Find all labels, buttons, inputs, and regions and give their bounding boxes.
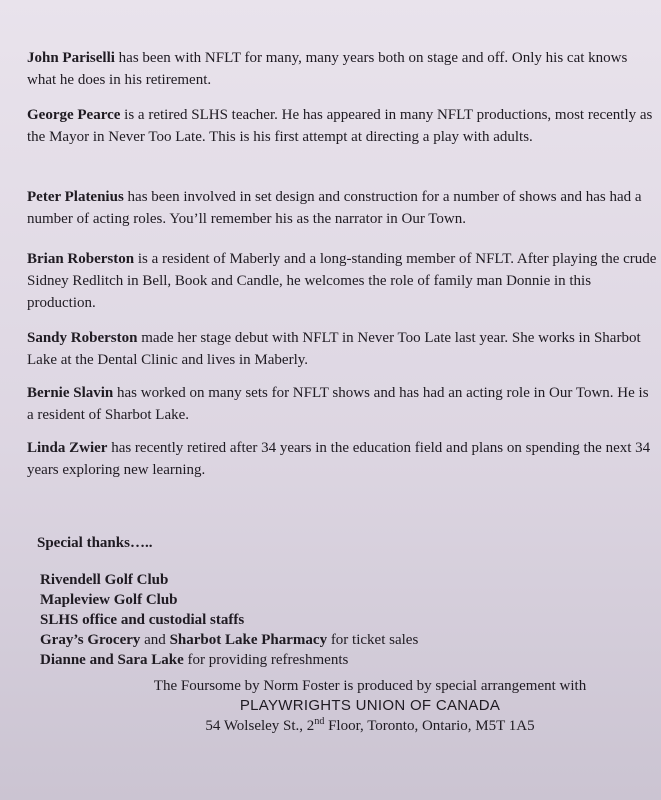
- bio-brian-roberston: [27, 248, 657, 314]
- bio-text: has worked on many sets for NFLT shows and has had an acting role in Our Town. He is a resident of Sharbot Lake.: [27, 385, 649, 423]
- bio-john-pariselli: [27, 47, 657, 91]
- special-thanks-heading: Special thanks…..: [37, 535, 153, 551]
- bio-peter-platenius: [27, 186, 657, 230]
- footer-line-1: The Foursome by Norm Foster is produced by special arrangement with: [153, 678, 587, 694]
- thanks-item: [40, 590, 640, 610]
- bio-text: has been with NFLT for many, many years both on stage and off. Only his cat knows what he does in his retirement.: [27, 50, 628, 88]
- thanks-item-connector: and: [140, 632, 170, 648]
- bio-text: has been involved in set design and construction for a number of shows and has had a number of acting roles. You’ll remember his as the narrator in Our Town.: [27, 189, 642, 227]
- thanks-item-note: for ticket sales: [327, 632, 419, 648]
- thanks-item-name: SLHS office and custodial staffs: [40, 612, 245, 628]
- bio-name: George Pearce: [27, 107, 121, 123]
- footer-address-sup: nd: [314, 716, 325, 727]
- thanks-item: [40, 570, 640, 590]
- footer-line-2: PLAYWRIGHTS UNION OF CANADA: [239, 697, 501, 714]
- thanks-item-name: Rivendell Golf Club: [40, 572, 169, 588]
- thanks-item: [40, 630, 640, 650]
- bio-text: is a resident of Maberly and a long-standing member of NFLT. After playing the crude Sidney Redlitch in Bell, Book and Candle, he welcomes the role of family man Donnie in this production.: [27, 251, 657, 311]
- bio-text: made her stage debut with NFLT in Never Too Late last year. She works in Sharbot Lake at the Dental Clinic and lives in Maberly.: [27, 330, 641, 368]
- bio-name: Sandy Roberston: [27, 330, 138, 346]
- bio-text: has recently retired after 34 years in the education field and plans on spending the next 34 years exploring new learning.: [27, 440, 651, 478]
- thanks-item-note: for providing refreshments: [183, 652, 349, 668]
- bio-sandy-roberston: [27, 327, 657, 371]
- footer-address-part: Floor, Toronto, Ontario, M5T 1A5: [324, 718, 535, 734]
- thanks-item-name: Dianne and Sara Lake: [40, 652, 184, 668]
- bio-name: Bernie Slavin: [27, 385, 114, 401]
- bio-name: Peter Platenius: [27, 189, 124, 205]
- bio-name: John Pariselli: [27, 50, 115, 66]
- rights-footer: [90, 676, 650, 736]
- thanks-item: [40, 610, 640, 630]
- thanks-item-name: Mapleview Golf Club: [40, 592, 178, 608]
- bio-bernie-slavin: [27, 382, 657, 426]
- footer-line-3: [90, 716, 650, 736]
- bio-text: is a retired SLHS teacher. He has appeared in many NFLT productions, most recently as the Mayor in Never Too Late. This is his first attempt at directing a play with adults.: [27, 107, 653, 145]
- thanks-item-name: Gray’s Grocery: [40, 632, 141, 648]
- thanks-item: [40, 650, 640, 670]
- bio-george-pearce: [27, 104, 657, 148]
- thanks-item-name: Sharbot Lake Pharmacy: [169, 632, 328, 648]
- bio-linda-zwier: [27, 437, 657, 481]
- footer-address-part: 54 Wolseley St., 2: [205, 718, 315, 734]
- bio-name: Linda Zwier: [27, 440, 108, 456]
- bio-name: Brian Roberston: [27, 251, 135, 267]
- special-thanks-list: [40, 570, 640, 670]
